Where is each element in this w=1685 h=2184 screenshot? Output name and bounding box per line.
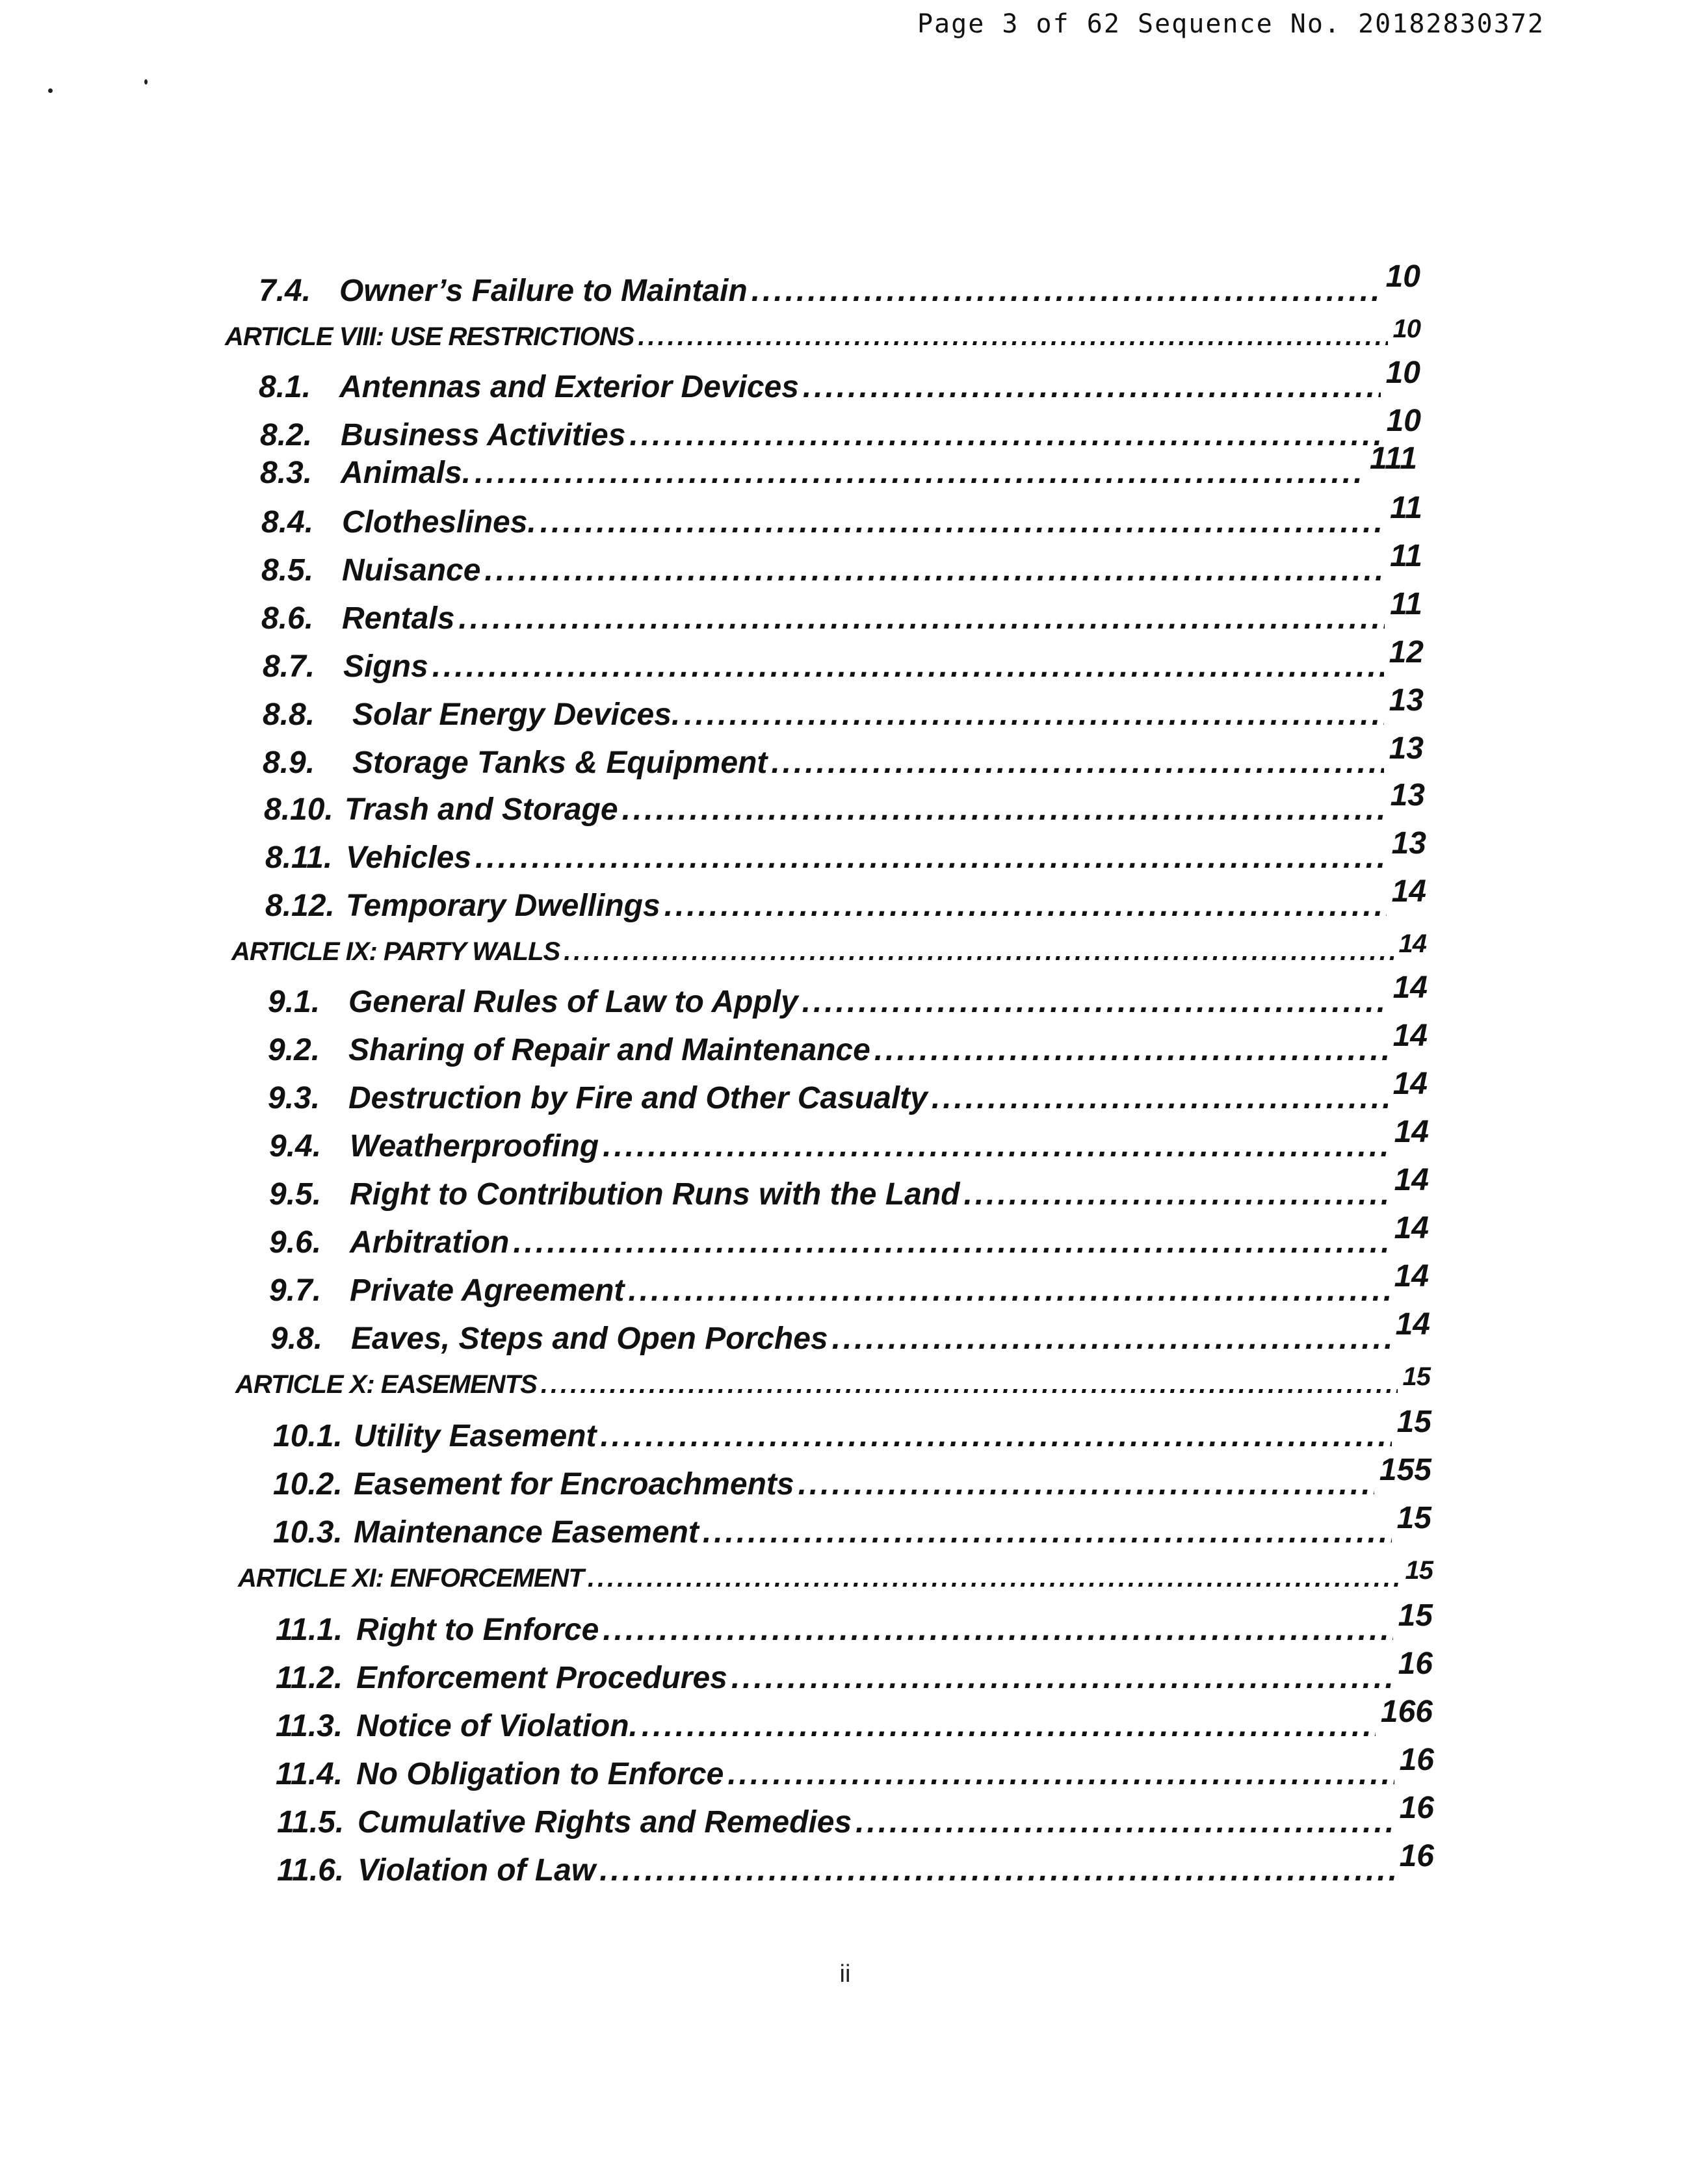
toc-section-title: Sharing of Repair and Maintenance [348,1033,870,1067]
toc-section-number: 8.8. [263,697,315,732]
toc-section-number: 8.10. [264,792,333,827]
toc-page-number: 15 [1396,1405,1431,1439]
toc-section-title: Nuisance [342,553,481,588]
toc-entry [269,1259,1429,1308]
toc-entry [260,404,1421,453]
toc-dot-leader [803,369,1381,405]
toc-section-title: Clotheslines. [342,505,536,540]
toc-dot-leader [638,322,1387,352]
toc-section-title: Maintenance Easement [354,1515,699,1550]
toc-section-number: 8.6. [261,601,314,636]
toc-dot-leader [664,888,1387,924]
toc-section-title: Arbitration [350,1225,510,1260]
toc-section-number: 8.12. [265,889,335,923]
toc-dot-leader [963,1176,1389,1212]
toc-section-number: 9.7. [269,1273,322,1308]
toc-dot-leader [727,1756,1394,1792]
toc-section-number: 11.3. [276,1709,343,1743]
toc-dot-leader [513,1225,1389,1260]
toc-page-number: 14 [1391,874,1426,909]
toc-dot-leader [932,1080,1388,1116]
toc-section-number: 9.3. [268,1081,320,1115]
toc-dot-leader [432,649,1384,684]
toc-section-title: Storage Tanks & Equipment [352,746,768,780]
toc-dot-leader [541,1370,1398,1399]
toc-section-number: 8.3. [260,456,313,490]
toc-section-number: 11.6. [277,1853,345,1888]
toc-dot-leader [475,455,1365,491]
toc-section-title: Antennas and Exterior Devices [339,370,799,404]
toc-page-number: 14 [1392,970,1428,1005]
toc-entry [273,1501,1431,1550]
toc-page-number: 11 [1390,491,1422,525]
toc-entry [269,1163,1429,1212]
toc-entry [276,1646,1433,1696]
toc-dot-leader [642,1708,1376,1744]
toc-section-number: 8.9. [263,746,315,780]
toc-section-number: 10.1. [273,1419,343,1453]
toc-section-number: 11.1. [276,1613,343,1647]
toc-page-number: 14 [1392,1019,1428,1053]
toc-section-title: Trash and Storage [345,792,618,827]
toc-entry [264,778,1425,827]
toc-section-number: 9.4. [269,1129,322,1164]
toc-section-title: Destruction by Fire and Other Casualty [348,1081,928,1115]
toc-section-title: Animals. [341,456,471,490]
toc-section-number: 9.8. [270,1321,323,1356]
toc-page-number: 11 [1390,587,1422,621]
toc-section-title: Rentals [342,601,455,636]
toc-entry [261,587,1422,636]
toc-page-number: 10 [1385,259,1420,294]
toc-dot-leader [856,1804,1394,1840]
toc-section-number: 8.1. [259,370,311,404]
toc-entry [268,1067,1428,1116]
toc-section-title: Easement for Encroachments [354,1467,794,1502]
toc-section-title: Eaves, Steps and Open Porches [351,1321,828,1356]
toc-dot-leader [603,1612,1392,1648]
toc-dot-leader [484,552,1385,588]
toc-section-title: Right to Enforce [356,1613,599,1647]
toc-page-number: 15 [1398,1598,1433,1633]
toc-section-title: Enforcement Procedures [356,1661,727,1695]
toc-section-number: 9.1. [268,985,320,1019]
toc-section-number: 8.5. [261,553,314,588]
toc-section-number: 9.6. [269,1225,322,1260]
toc-entry [277,1791,1434,1840]
toc-dot-leader [564,937,1393,967]
toc-dot-leader [802,984,1388,1020]
toc-section-number: 11.5. [277,1805,345,1840]
toc-section-title: Business Activities [341,418,626,452]
toc-section-number: 8.2. [260,418,313,452]
toc-entry [265,874,1426,924]
toc-entry [276,1695,1433,1744]
toc-section-title: Private Agreement [350,1273,625,1308]
toc-section-number: 8.7. [263,649,315,684]
toc-page-number: 111 [1370,441,1417,476]
toc-section-number: 11.4. [276,1757,343,1791]
toc-section-title: ARTICLE X: EASEMENTS [235,1370,537,1399]
toc-entry [277,1839,1434,1888]
toc-page-number: 15 [1405,1556,1433,1585]
toc-dot-leader [628,1273,1389,1308]
toc-dot-leader [629,417,1381,453]
toc-section-title: ARTICLE VIII: USE RESTRICTIONS [225,322,634,351]
toc-entry [263,731,1424,781]
toc-page-number: 15 [1396,1501,1431,1535]
toc-dot-leader [599,1852,1394,1888]
toc-entry [269,1115,1429,1164]
toc-page-number: 14 [1392,1067,1428,1101]
toc-entry [276,1743,1434,1792]
toc-section-title: ARTICLE XI: ENFORCEMENT [238,1564,584,1592]
toc-section-title: Right to Contribution Runs with the Land [350,1177,960,1212]
toc-entry [260,441,1417,491]
toc-dot-leader [874,1032,1388,1068]
toc-page-number: 14 [1395,1307,1430,1342]
toc-entry [261,491,1422,540]
toc-page-number: 16 [1399,1791,1434,1825]
toc-dot-leader [703,1514,1392,1550]
toc-section-number: 9.5. [269,1177,322,1212]
toc-entry [265,826,1426,876]
toc-page-number: 10 [1386,404,1421,438]
toc-section-title: Vehicles [346,840,472,875]
toc-page-number: 166 [1380,1695,1433,1729]
toc-page-number: 14 [1398,930,1426,958]
toc-page-number: 13 [1389,683,1424,718]
toc-section-number: 10.2. [273,1467,343,1502]
toc-page-number: 16 [1399,1839,1434,1873]
toc-section-number: 10.3. [273,1515,343,1550]
toc-page-number: 15 [1402,1362,1430,1391]
toc-section-title: Solar Energy Devices. [352,697,681,732]
toc-section-title: Weatherproofing [350,1129,599,1164]
toc-article-heading [238,1556,1433,1593]
toc-dot-leader [603,1128,1389,1164]
toc-page-number: 10 [1385,356,1420,390]
toc-dot-leader [540,504,1385,540]
toc-entry [268,1019,1428,1068]
toc-page-number: 16 [1398,1646,1433,1681]
toc-dot-leader [771,745,1383,781]
toc-page-number: 10 [1392,315,1420,343]
toc-entry [276,1598,1433,1648]
toc-section-title: Owner’s Failure to Maintain [339,274,748,308]
toc-dot-leader [832,1321,1391,1357]
toc-article-heading [231,930,1426,967]
toc-section-number: 8.4. [261,505,314,540]
toc-page-number: 14 [1394,1163,1429,1197]
toc-section-number: 9.2. [268,1033,320,1067]
toc-dot-leader [588,1564,1400,1593]
toc-section-title: Violation of Law [358,1853,596,1888]
toc-section-title: Cumulative Rights and Remedies [358,1805,852,1840]
toc-section-number: 7.4. [259,274,311,308]
toc-dot-leader [622,792,1385,827]
toc-article-heading [225,315,1420,352]
toc-entry [261,539,1422,588]
toc-page-number: 155 [1379,1453,1431,1487]
toc-section-title: General Rules of Law to Apply [348,985,798,1019]
toc-dot-leader [798,1466,1374,1502]
toc-page-number: 13 [1389,731,1424,766]
toc-section-title: Signs [343,649,428,684]
toc-entry [259,356,1420,405]
toc-entry [263,683,1424,733]
toc-section-title: Notice of Violation. [356,1709,638,1743]
toc-entry [263,635,1424,684]
toc-page-number: 12 [1389,635,1424,670]
toc-section-title: ARTICLE IX: PARTY WALLS [231,937,560,966]
toc-dot-leader [458,601,1385,636]
page-number-footer: ii [839,1960,851,1988]
toc-entry [273,1405,1431,1454]
toc-entry [273,1453,1431,1502]
toc-page-number: 13 [1391,826,1426,861]
toc-entry [268,970,1428,1020]
toc-page-number: 11 [1390,539,1422,573]
toc-dot-leader [751,273,1381,309]
toc-dot-leader [600,1418,1391,1454]
toc-section-number: 8.11. [265,840,333,875]
toc-dot-leader [684,697,1383,733]
toc-section-title: No Obligation to Enforce [356,1757,724,1791]
toc-page-number: 14 [1394,1259,1429,1294]
toc-section-title: Temporary Dwellings [346,889,660,923]
toc-dot-leader [475,840,1387,876]
toc-page-number: 14 [1394,1211,1429,1245]
toc-page-number: 16 [1399,1743,1434,1777]
page-sequence-header: Page 3 of 62 Sequence No. 20182830372 [917,9,1545,39]
toc-page-number: 13 [1390,778,1425,812]
toc-section-number: 11.2. [276,1661,343,1695]
toc-entry [269,1211,1429,1260]
toc-entry [259,259,1420,309]
toc-dot-leader [731,1660,1393,1696]
toc-entry [270,1307,1430,1357]
toc-section-title: Utility Easement [354,1419,597,1453]
toc-article-heading [235,1362,1430,1399]
toc-page-number: 14 [1394,1115,1429,1149]
